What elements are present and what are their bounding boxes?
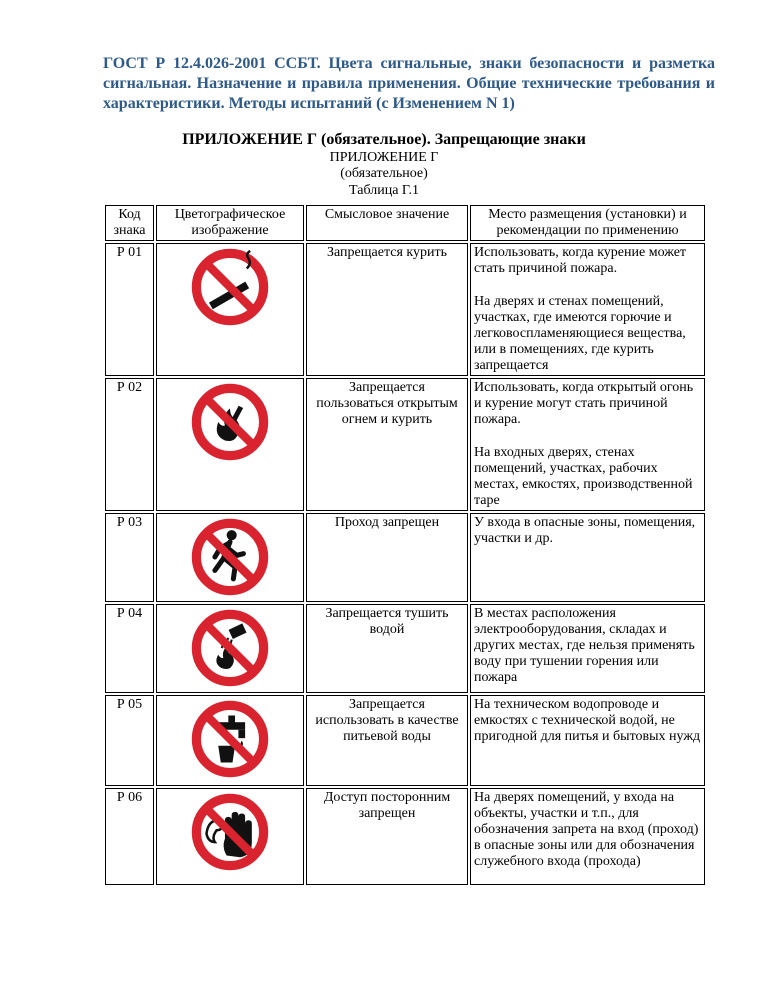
sign-image-cell xyxy=(156,243,304,376)
placement-text: На дверях помещений, у входа на объекты, участки и т.п., для обозначения запрета на вход (проход) в опасные зоны или для обозначения служебного входа (прохода) xyxy=(474,790,699,869)
no-pedestrians-icon xyxy=(188,515,272,599)
sign-image-cell xyxy=(156,788,304,885)
sign-image-cell xyxy=(156,378,304,511)
header-image: Цветографическое изображение xyxy=(156,205,304,241)
placement-text: Использовать, когда открытый огонь и курение могут стать причиной пожара. xyxy=(474,380,694,427)
sign-code: Р 05 xyxy=(105,695,154,786)
placement-text: У входа в опасные зоны, помещения, участки и др. xyxy=(474,515,696,546)
sign-code: Р 02 xyxy=(105,378,154,511)
sign-image-cell xyxy=(156,695,304,786)
sign-placement xyxy=(470,788,705,885)
sign-code: Р 03 xyxy=(105,513,154,602)
no-water-extinguishing-icon xyxy=(188,606,272,690)
table-header-row xyxy=(105,205,705,241)
table-row xyxy=(105,788,705,885)
sign-meaning: Доступ посторонним запрещен xyxy=(306,788,468,885)
sign-meaning: Запрещается тушить водой xyxy=(306,604,468,693)
sign-meaning: Запрещается курить xyxy=(306,243,468,376)
table-row xyxy=(105,695,705,786)
sign-code: Р 04 xyxy=(105,604,154,693)
not-drinking-water-icon xyxy=(188,697,272,781)
header-meaning: Смысловое значение xyxy=(306,205,468,241)
appendix-label: ПРИЛОЖЕНИЕ Г xyxy=(329,150,439,165)
no-open-flame-icon xyxy=(188,380,272,464)
sign-meaning: Запрещается пользоваться открытым огнем и курить xyxy=(306,378,468,511)
sign-placement xyxy=(470,378,705,511)
appendix-heading: ПРИЛОЖЕНИЕ Г (обязательное). Запрещающие знаки xyxy=(182,131,586,148)
header-code: Код знака xyxy=(105,205,154,241)
appendix-status: (обязательное) xyxy=(340,166,428,181)
sign-placement xyxy=(470,695,705,786)
document-title: ГОСТ Р 12.4.026-2001 ССБТ. Цвета сигнальные, знаки безопасности и разметка сигнальная. Назначение и правила применения. Общие технические требования и характеристики. Методы испытаний (с Изменением N 1) xyxy=(103,55,715,112)
placement-extra-text: На входных дверях, стенах помещений, участках, рабочих местах, емкостях, производственной таре xyxy=(474,445,693,508)
header-placement: Место размещения (установки) и рекомендации по применению xyxy=(470,205,705,241)
placement-text: В местах расположения электрооборудования, складах и других местах, где нельзя применять воду при тушении горения или пожара xyxy=(474,606,695,685)
table-row xyxy=(105,513,705,602)
sign-placement xyxy=(470,604,705,693)
placement-extra-text: На дверях и стенах помещений, участках, где имеются горючие и легковоспламеняющиеся вещества, или в помещениях, где курить запрещается xyxy=(474,294,686,373)
placement-text: На техническом водопроводе и емкостях с технической водой, не пригодной для питья и бытовых нужд xyxy=(474,697,701,744)
sign-image-cell xyxy=(156,604,304,693)
placement-text: Использовать, когда курение может стать причиной пожара. xyxy=(474,245,687,276)
sign-meaning: Проход запрещен xyxy=(306,513,468,602)
sign-placement xyxy=(470,513,705,602)
sign-image-cell xyxy=(156,513,304,602)
table-row xyxy=(105,378,705,511)
no-smoking-icon xyxy=(188,245,272,329)
table-row xyxy=(105,243,705,376)
sign-code: Р 01 xyxy=(105,243,154,376)
sign-placement xyxy=(470,243,705,376)
table-caption: Таблица Г.1 xyxy=(349,183,419,198)
no-unauthorized-access-icon xyxy=(188,790,272,874)
sign-code: Р 06 xyxy=(105,788,154,885)
prohibition-signs-table xyxy=(103,203,707,887)
sign-meaning: Запрещается использовать в качестве питьевой воды xyxy=(306,695,468,786)
table-row xyxy=(105,604,705,693)
